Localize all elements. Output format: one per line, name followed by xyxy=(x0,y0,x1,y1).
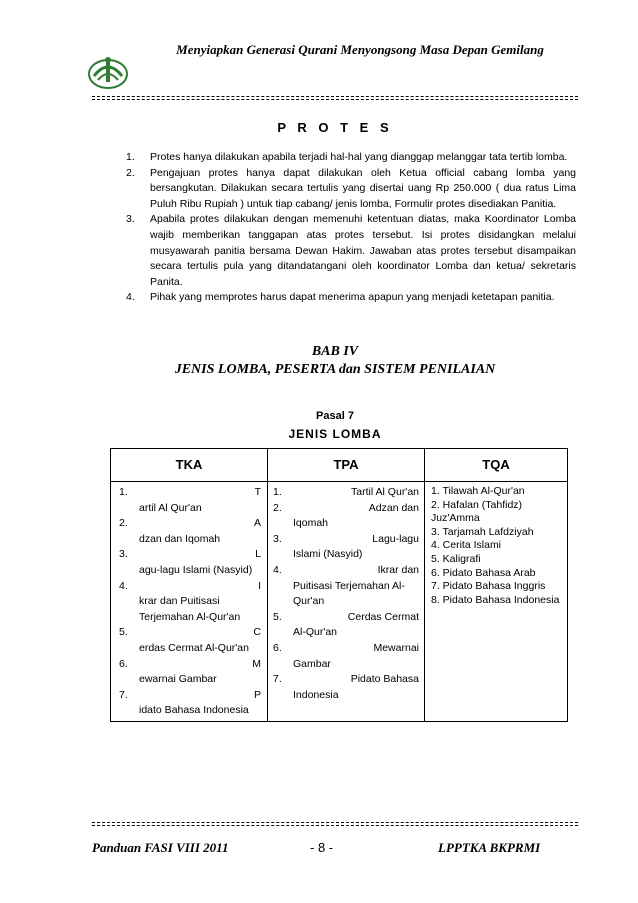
list-item: 4. Cerita Islami xyxy=(431,539,502,552)
list-item: 7. P idato Bahasa Indonesia xyxy=(119,688,261,717)
column-divider xyxy=(267,449,268,721)
list-item: 1. T artil Al Qur'an xyxy=(119,486,261,514)
article-subtitle: JENIS LOMBA xyxy=(288,427,382,441)
list-item: 1. Tartil Al Qur'an xyxy=(273,486,419,498)
list-item: 1. Protes hanya dilakukan apabila terjadi hal-hal yang dianggap melanggar tata tertib lomba. xyxy=(126,151,568,163)
list-item: 6. M ewarnai Gambar xyxy=(119,657,261,686)
header-tqa: TQA xyxy=(482,457,510,472)
list-item: 3. L agu-lagu Islami (Nasyid) xyxy=(119,548,261,576)
tka-column xyxy=(119,485,261,719)
header-tpa: TPA xyxy=(333,457,359,472)
list-item: 3. Lagu-lagu Islami (Nasyid) xyxy=(273,532,419,561)
list-item: 5. C erdas Cermat Al-Qur'an xyxy=(119,626,261,654)
list-item: 2. Hafalan (Tahfidz) Juz'Amma xyxy=(431,498,523,525)
footer-right: LPPTKA BKPRMI xyxy=(438,840,541,855)
list-item: 7. Pidato Bahasa Inggris xyxy=(431,580,546,593)
footer-left: Panduan FASI VIII 2011 xyxy=(92,840,229,855)
list-item: 5. Kaligrafi xyxy=(431,552,481,565)
protes-title: P R O T E S xyxy=(277,120,393,135)
chapter-title: BAB IV xyxy=(311,344,359,359)
chapter-subtitle: JENIS LOMBA, PESERTA dan SISTEM PENILAIAN xyxy=(174,362,496,377)
header-title: Menyiapkan Generasi Qurani Menyongsong Masa Depan Gemilang xyxy=(176,42,544,57)
list-item: 4. Pihak yang memprotes harus dapat menerima apapun yang menjadi ketetapan panitia. xyxy=(126,291,555,304)
list-item: 1. Tilawah Al-Qur'an xyxy=(431,485,525,497)
header-rule xyxy=(92,96,578,100)
list-item: 5. Cerdas Cermat Al-Qur'an xyxy=(273,610,419,639)
tpa-column xyxy=(273,485,419,703)
list-item: 3. Apabila protes dilakukan dengan memenuhi ketentuan diatas, maka Koordinator Lomba wajib memberikan tanggapan atas protes tersebut. Isi protes disidangkan melalui musyawarah panitia bersama Dewan Hakim. Jawaban atas protes tersebut disampaikan secara tertulis pula yang ditandatangani oleh koordinator Lomba dan ketua/ sekretaris Panita. xyxy=(126,213,576,288)
footer-rule xyxy=(92,822,578,826)
logo-emblem-icon xyxy=(86,52,130,92)
list-item: 6. Pidato Bahasa Arab xyxy=(431,566,536,579)
list-item: 7. Pidato Bahasa Indonesia xyxy=(273,673,419,701)
list-item: 4. I krar dan Puitisasi Terjemahan Al-Qur'an xyxy=(119,579,261,623)
competition-table xyxy=(110,448,568,722)
tqa-column xyxy=(431,485,565,607)
list-item: 2. Adzan dan Iqomah xyxy=(273,501,419,530)
list-item: 8. Pidato Bahasa Indonesia xyxy=(431,593,560,606)
header-tka: TKA xyxy=(175,457,203,472)
list-item: 3. Tarjamah Lafdziyah xyxy=(431,525,534,538)
page-number: - 8 - xyxy=(310,840,334,855)
list-item: 2. A dzan dan Iqomah xyxy=(119,517,261,545)
protes-list xyxy=(116,150,576,306)
article-title: Pasal 7 xyxy=(316,410,354,422)
list-item: 6. Mewarnai Gambar xyxy=(273,641,419,670)
list-item: 2. Pengajuan protes hanya dapat dilakukan oleh Ketua official cabang lomba yang bersangkutan. Dilakukan secara tertulis yang disertai uang Rp 250.000 ( dua ratus Lima Puluh Ribu Rupiah ) untuk tiap cabang/ jenis lomba, Formulir protes disediakan Panitia. xyxy=(126,166,576,210)
list-item: 4. Ikrar dan Puitisasi Terjemahan Al-Qur'an xyxy=(273,563,419,608)
column-divider xyxy=(424,449,425,721)
